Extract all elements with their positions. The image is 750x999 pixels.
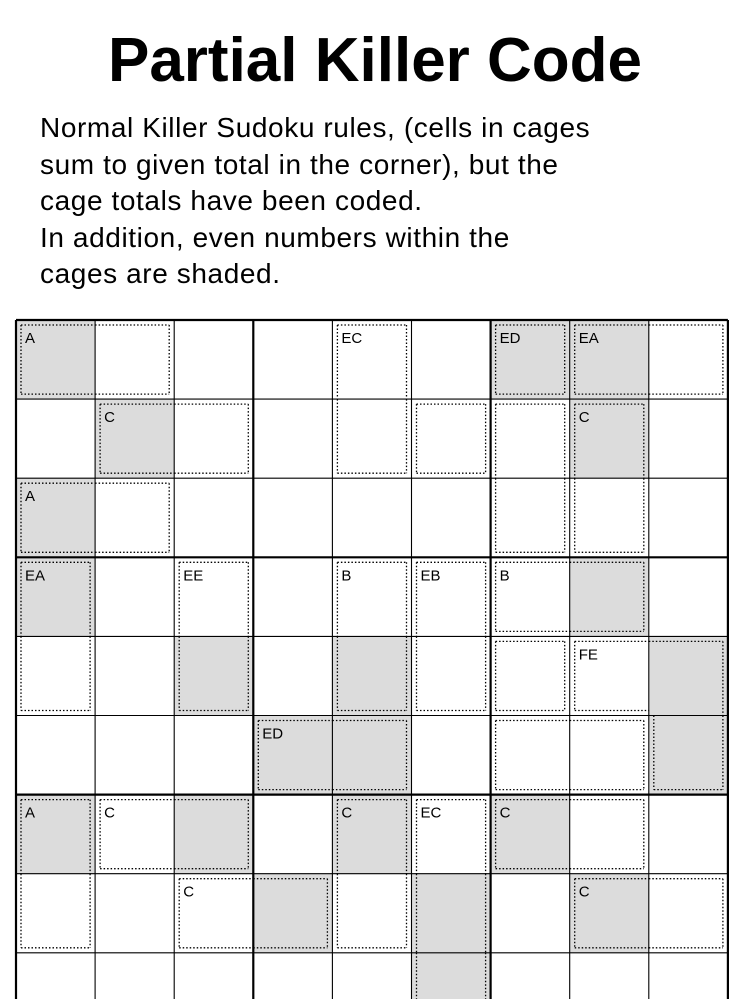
cage-clue: EB [420,567,441,585]
grid-cell-r1c6[interactable] [412,320,491,399]
grid-cell-r3c3[interactable] [174,478,253,557]
cage-clue: ED [262,725,284,743]
grid-cell-r4c4[interactable] [253,557,332,636]
cage-clue: C [341,804,353,822]
grid-cell-r2c6[interactable] [412,399,491,478]
cage-clue: EE [183,567,204,585]
grid-cell-r4c2[interactable] [95,557,174,636]
cage-clue: EC [420,804,442,822]
grid-cell-r1c3[interactable] [174,320,253,399]
grid-cell-r9c6[interactable] [412,953,491,999]
grid-cell-r7c3[interactable] [174,795,253,874]
grid-cell-r6c1[interactable] [16,716,95,795]
grid-cell-r4c8[interactable] [570,557,649,636]
rules-line: cages are shaded. [40,258,281,289]
grid-cell-r6c2[interactable] [95,716,174,795]
grid-cell-r1c2[interactable] [95,320,174,399]
cage-clue: C [183,883,195,901]
grid-cell-r6c7[interactable] [491,716,570,795]
rules-line: sum to given total in the corner), but the [40,148,559,180]
grid-cell-r9c9[interactable] [649,953,728,999]
grid-cell-r9c5[interactable] [332,953,411,999]
grid-cell-r8c6[interactable] [412,874,491,953]
grid-cell-r8c5[interactable] [332,874,411,953]
grid-cell-r5c9[interactable] [649,636,728,715]
grid-cell-r3c6[interactable] [412,478,491,557]
grid-cell-r3c4[interactable] [253,478,332,557]
grid-cell-r8c4[interactable] [253,874,332,953]
grid-cell-r8c7[interactable] [491,874,570,953]
rules-line: cage totals have been coded. [40,185,423,216]
grid-cell-r2c5[interactable] [332,399,411,478]
cage-clue: FE [578,646,598,664]
grid-cell-r9c3[interactable] [174,953,253,999]
grid-cell-r5c4[interactable] [253,636,332,715]
grid-cell-r5c1[interactable] [16,636,95,715]
grid-cell-r2c3[interactable] [174,399,253,478]
puzzle-title: Partial Killer Code [107,26,643,95]
cage-clue: C [578,409,590,427]
grid-cell-r7c9[interactable] [649,795,728,874]
cage-clue: A [25,804,36,822]
grid-cell-r9c8[interactable] [570,953,649,999]
rules-line: In addition, even numbers within the [40,221,510,253]
grid-cell-r1c9[interactable] [649,320,728,399]
cage-clue: C [104,409,115,427]
grid-cell-r7c8[interactable] [570,795,649,874]
grid-cell-r3c5[interactable] [332,478,411,557]
grid-cell-r6c6[interactable] [412,716,491,795]
grid-cell-r5c5[interactable] [332,636,411,715]
grid-cell-r6c3[interactable] [174,716,253,795]
grid-cell-r6c9[interactable] [649,716,728,795]
grid-cell-r4c9[interactable] [649,557,728,636]
grid-cell-r5c7[interactable] [491,636,570,715]
grid-cell-r1c4[interactable] [253,320,332,399]
grid-cell-r5c2[interactable] [95,636,174,715]
grid-cell-r9c7[interactable] [491,953,570,999]
cage-clue: B [341,567,352,585]
grid-cell-r7c4[interactable] [253,795,332,874]
cage-clue: C [578,883,590,901]
grid-cell-r3c7[interactable] [491,478,570,557]
grid-cell-r8c2[interactable] [95,874,174,953]
cage-clue: EC [341,330,363,347]
grid-cell-r2c7[interactable] [491,399,570,478]
rules-line: Normal Killer Sudoku rules, (cells in cages [40,112,591,143]
cage-clue: ED [499,330,521,347]
grid-cell-r5c3[interactable] [174,636,253,715]
cage-clue: EA [25,567,46,585]
grid-cell-r3c9[interactable] [649,478,728,557]
grid-cell-r8c9[interactable] [649,874,728,953]
grid-cell-r5c6[interactable] [412,636,491,715]
grid-cell-r2c1[interactable] [16,399,95,478]
grid-cell-r9c4[interactable] [253,953,332,999]
grid-cell-r8c1[interactable] [16,874,95,953]
cage-clue: C [499,804,511,822]
cage-clue: B [499,567,510,585]
cage-clue: EA [578,330,599,347]
cage-clue: C [104,804,115,822]
grid-cell-r2c9[interactable] [649,399,728,478]
grid-cell-r2c4[interactable] [253,399,332,478]
grid-cell-r6c8[interactable] [570,716,649,795]
grid-cell-r9c1[interactable] [16,953,95,999]
cage-clue: A [25,488,36,506]
grid-cell-r9c2[interactable] [95,953,174,999]
grid-cell-r3c2[interactable] [95,478,174,557]
cage-clue: A [25,330,36,347]
grid-cell-r6c5[interactable] [332,716,411,795]
grid-cell-r3c8[interactable] [570,478,649,557]
